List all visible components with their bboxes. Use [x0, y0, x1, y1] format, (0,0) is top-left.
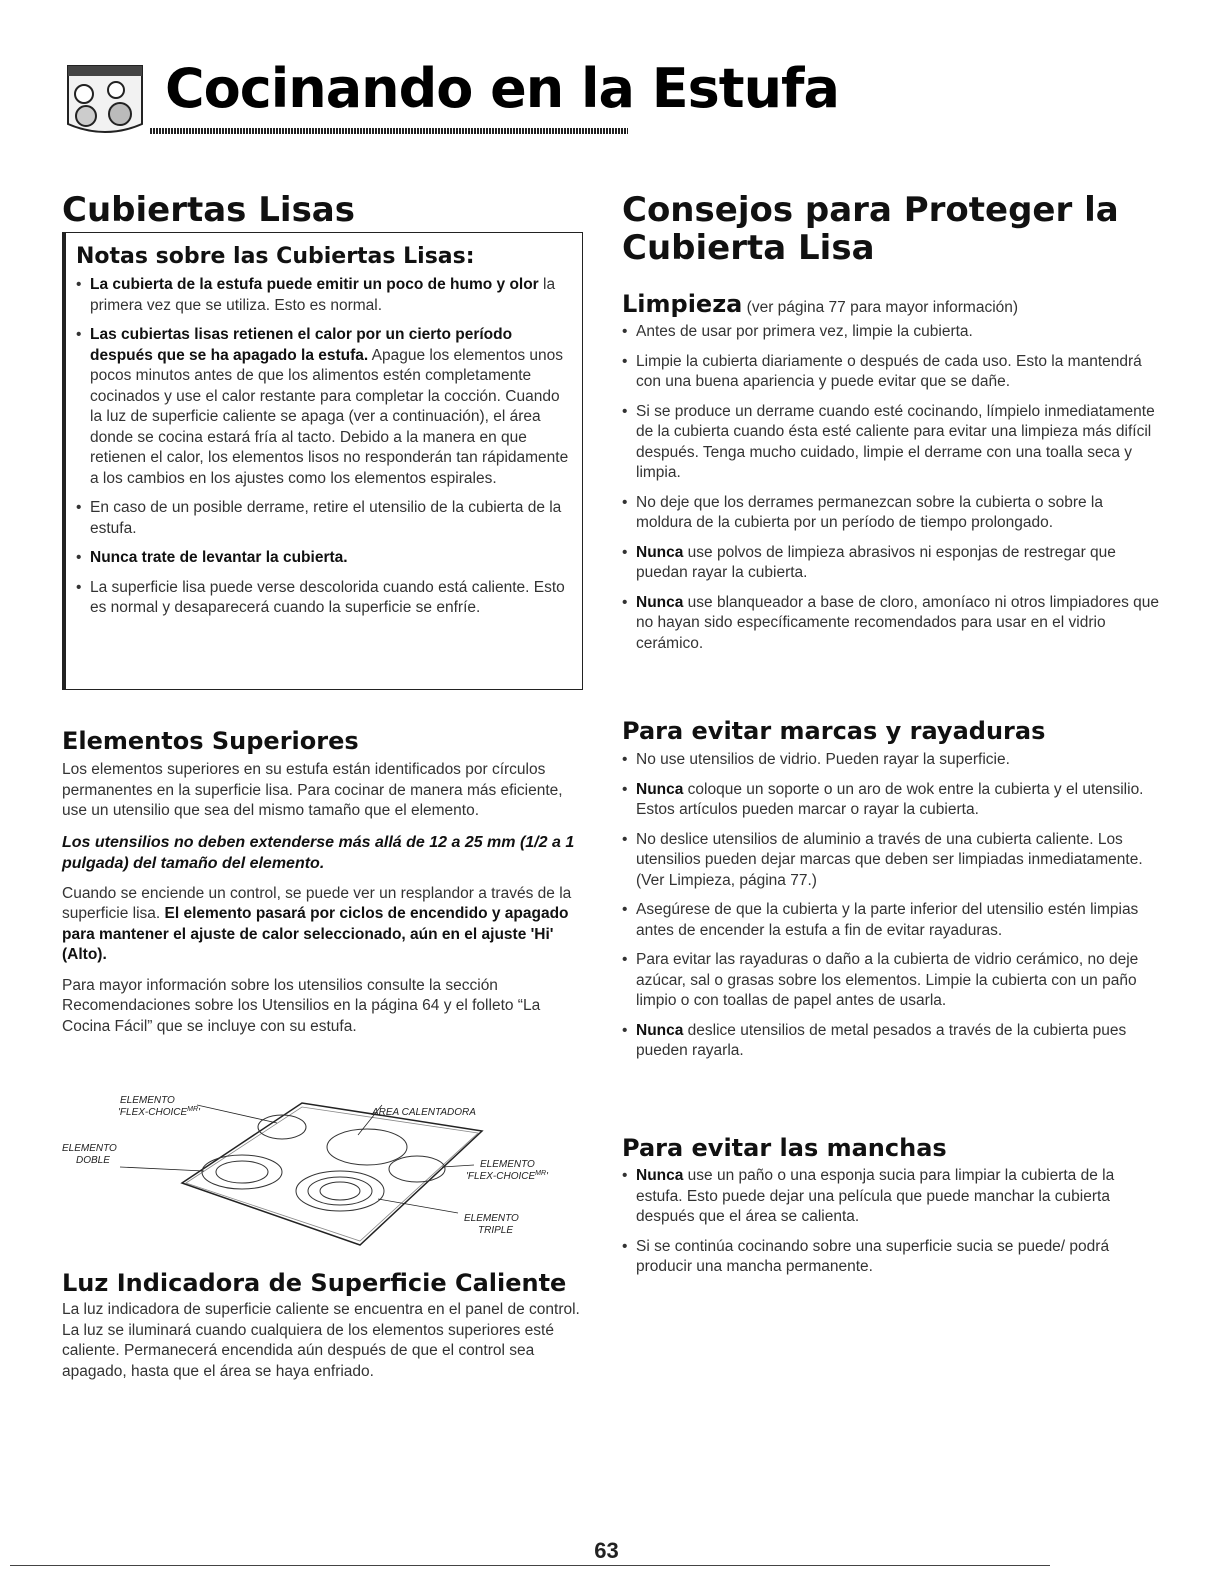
page-title: Cocinando en la Estufa	[165, 57, 839, 120]
list-item: • Para evitar las rayaduras o daño a la cubierta de vidrio cerámico, no deje azúcar, sal o grasas sobre los elementos. Limpie la cubierta con un paño limpio o con toallas de papel antes de usarla.	[622, 950, 1162, 1012]
label-triple: ELEMENTO	[464, 1213, 519, 1224]
paragraph: Cuando se enciende un control, se puede ver un resplandor a través de la superficie lisa. El elemento pasará por ciclos de encendido y apagado para mantener el ajuste de calor seleccionado, aún en el ajuste 'Hi' (Alto).	[62, 884, 572, 963]
hot-light-body: La luz indicadora de superficie caliente se encuentra en el panel de control. La luz se iluminará cuando cualquiera de los elementos superiores esté caliente. Permanecerá encendida aún después de que el control sea apagado, hasta que el área se haya enfriado.	[62, 1301, 580, 1380]
notes-title: Notas sobre las Cubiertas Lisas:	[76, 244, 475, 269]
list-item: • Antes de usar por primera vez, limpie la cubierta.	[622, 322, 1162, 343]
list-item: • Nunca deslice utensilios de metal pesados a través de la cubierta pues pueden rayarla.	[622, 1021, 1162, 1062]
section-title-consejos-1: Consejos para Proteger la	[622, 190, 1119, 230]
warning-text: Los utensilios no deben extenderse más allá de 12 a 25 mm (1/2 a 1 pulgada) del tamaño del elemento.	[62, 833, 575, 872]
cleaning-list	[622, 322, 1162, 663]
section-title-marcas: Para evitar marcas y rayaduras	[622, 717, 1046, 745]
page-number: 63	[594, 1538, 619, 1563]
header-rule	[150, 128, 628, 134]
list-item: • Nunca coloque un soporte o un aro de wok entre la cubierta y el utensilio. Estos artículos pueden marcar o rayar la cubierta.	[622, 780, 1162, 821]
scratches-list	[622, 750, 1162, 1071]
list-item: • La superficie lisa puede verse descolorida cuando está caliente. Esto es normal y desaparecerá cuando la superficie se enfríe.	[76, 578, 572, 619]
cooktop-diagram	[62, 1095, 592, 1255]
section-title-consejos-2: Cubierta Lisa	[622, 228, 875, 268]
list-item: • Limpie la cubierta diariamente o después de cada uso. Esto la mantendrá con una buena apariencia y puede evitar que se dañe.	[622, 352, 1162, 393]
label-warming-area: AREA CALENTADORA	[372, 1107, 476, 1118]
section-title-cubiertas-lisas: Cubiertas Lisas	[62, 190, 355, 230]
list-item: • En caso de un posible derrame, retire el utensilio de la cubierta de la estufa.	[76, 498, 572, 539]
label-flex-right-2: '$FLEX-CHOICE^{MR}$'	[466, 1170, 548, 1182]
list-item: • Nunca use un paño o una esponja sucia para limpiar la cubierta de la estufa. Esto puede dejar una película que puede manchar la cubierta después que el área se calienta.	[622, 1166, 1162, 1228]
list-item: • Nunca use blanqueador a base de cloro, amoníaco ni otros limpiadores que no hayan sido específicamente recomendados para usar en el vidrio cerámico.	[622, 593, 1162, 655]
paragraph: Los elementos superiores en su estufa están identificados por círculos permanentes en la superficie lisa. Para cocinar de manera más eficiente, use un utensilio que sea del mismo tamaño que el elemento.	[62, 761, 563, 819]
elements-body	[62, 760, 587, 1047]
list-item: • Las cubiertas lisas retienen el calor por un cierto período después que se ha apagado la estufa. Apague los elementos unos pocos minutos antes de que los alimentos estén completamente cocinados y use el calor restante para completar la cocción. Cuando la luz de superficie caliente se apaga (ver a continuación), el área donde se cocina estará fría al tacto. Debido a la manera en que retienen el calor, los elementos lisos no responderán tan rápidamente a los cambios en los ajustes como los elementos espirales.	[76, 325, 572, 489]
stains-list	[622, 1166, 1162, 1287]
list-item: • No deslice utensilios de aluminio a través de una cubierta caliente. Los utensilios pueden dejar marcas que deben ser limpiadas inmediatamente. (Ver Limpieza, página 77.)	[622, 830, 1162, 892]
paragraph: Para mayor información sobre los utensilios consulte la sección Recomendaciones sobre los Utensilios en la página 64 y el folleto “La Cocina Fácil” que se incluye con su estufa.	[62, 976, 541, 1035]
list-item: • Si se continúa cocinando sobre una superficie sucia se puede/ podrá producir una mancha permanente.	[622, 1237, 1162, 1278]
label-double: ELEMENTO	[62, 1143, 117, 1154]
notes-box	[62, 232, 583, 690]
section-title-luz-indicadora: Luz Indicadora de Superficie Caliente	[62, 1269, 567, 1297]
footer-rule	[10, 1565, 1050, 1566]
label-flex-right: ELEMENTO	[480, 1159, 535, 1170]
list-item: • La cubierta de la estufa puede emitir un poco de humo y olor la primera vez que se utiliza. Esto es normal.	[76, 275, 572, 316]
label-flex-top: ELEMENTO	[120, 1095, 175, 1106]
list-item: • Nunca trate de levantar la cubierta.	[76, 548, 572, 569]
list-item: • Asegúrese de que la cubierta y la parte inferior del utensilio estén limpias antes de encender la estufa a fin de evitar rayaduras.	[622, 900, 1162, 941]
list-item: • Nunca use polvos de limpieza abrasivos ni esponjas de restregar que puedan rayar la cubierta.	[622, 543, 1162, 584]
cooktop-icon	[62, 60, 148, 142]
section-title-elementos: Elementos Superiores	[62, 727, 359, 755]
label-double-2: DOBLE	[76, 1155, 110, 1166]
cleaning-heading: Limpieza (ver página 77 para mayor información)	[622, 290, 1019, 318]
list-item: • No use utensilios de vidrio. Pueden rayar la superficie.	[622, 750, 1162, 771]
list-item: • No deje que los derrames permanezcan sobre la cubierta o sobre la moldura de la cubierta por un período de tiempo prolongado.	[622, 493, 1162, 534]
section-title-manchas: Para evitar las manchas	[622, 1134, 947, 1162]
label-flex-top-2: '$FLEX-CHOICE^{MR}$'	[118, 1106, 200, 1118]
label-triple-2: TRIPLE	[478, 1225, 514, 1236]
list-item: • Si se produce un derrame cuando esté cocinando, límpielo inmediatamente de la cubierta cuando ésta esté caliente para evitar una limpieza más difícil después. Tenga mucho cuidado, limpie el derrame con una toalla seca y limpia.	[622, 402, 1162, 484]
